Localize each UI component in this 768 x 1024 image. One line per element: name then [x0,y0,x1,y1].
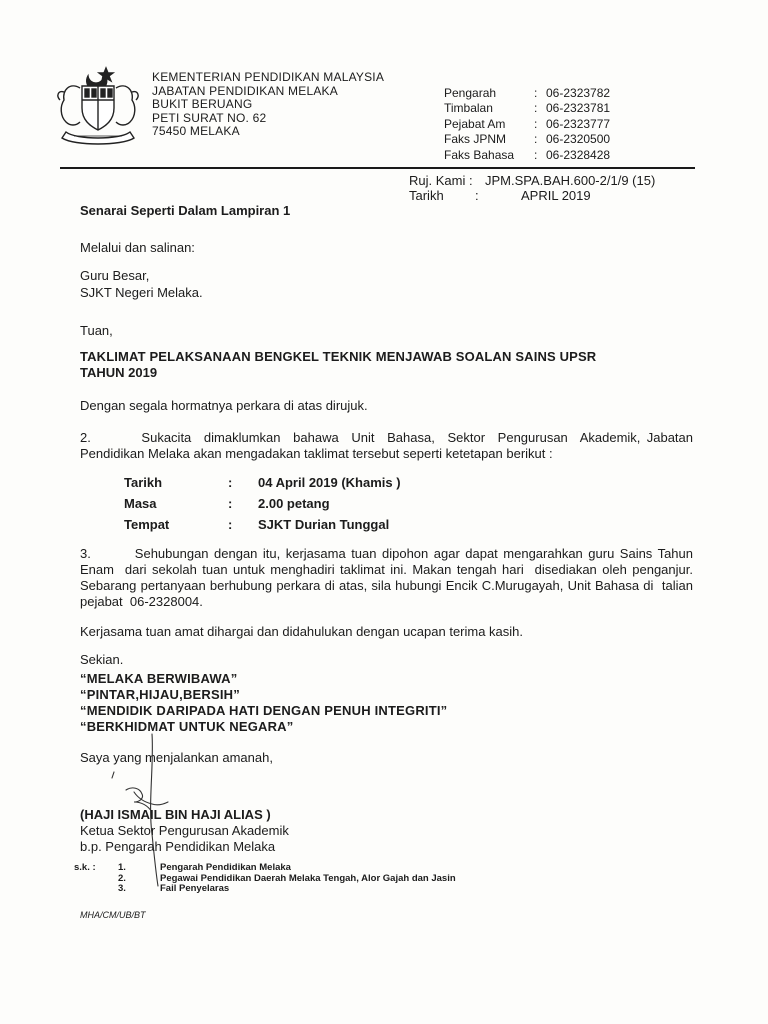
copy-to-text: Pegawai Pendidikan Daerah Melaka Tengah, Alor Gajah dan Jasin [160,872,456,884]
contact-number: 06-2323782 [546,86,611,100]
recipient-line: SJKT Negeri Melaka. [80,285,203,300]
contact-number: 06-2323777 [546,116,611,131]
paragraph-3: 3. Sehubungan dengan itu, kerjasama tuan dipohon agar dapat mengarahkan guru Sains Tahun Enam dari sekolah tuan untuk menghadiri taklimat ini. Makan tengah hari disediakan oleh penganjur. Sebarang pertanyaan berhubung perkara di atas, sila hubungi Encik C.Murugayah, Unit Bahasa di talian pejabat 06-2328004. [80,546,697,609]
salutation: Tuan, [80,323,113,338]
date-label: Tarikh [409,188,444,203]
sign-off-line: Saya yang menjalankan amanah, [80,750,273,765]
contact-label: Timbalan [444,101,493,116]
copy-to-list [74,863,456,895]
address-line: PETI SURAT NO. 62 [152,110,267,125]
letterhead-address [152,71,384,139]
contact-row [444,101,610,116]
subject-heading: TAKLIMAT PELAKSANAAN BENGKEL TEKNIK MENJAWAB SOALAN SAINS UPSR [80,349,597,364]
paragraph-4: Kerjasama tuan amat dihargai dan didahulukan dengan ucapan terima kasih. [80,624,524,639]
motto-line: “PINTAR,HIJAU,BERSIH” [80,687,240,702]
copy-to-label: s.k. : [74,862,96,873]
address-line: KEMENTERIAN PENDIDIKAN MALAYSIA [152,70,385,84]
copy-to-row [74,863,456,874]
subject-heading-year: TAHUN 2019 [80,365,158,380]
recipient-list-reference: Senarai Seperti Dalam Lampiran 1 [80,203,291,218]
motto-block [80,671,447,735]
schedule-value: 2.00 petang [258,496,330,511]
schedule-key: Masa [124,496,157,511]
contact-separator: : [534,147,538,162]
motto-line: “BERKHIDMAT UNTUK NEGARA” [80,719,294,734]
letterhead-divider [60,167,695,169]
copy-to-number: 1. [118,862,126,873]
contact-separator: : [534,86,538,100]
motto-line: “MENDIDIK DARIPADA HATI DENGAN PENUH INTEGRITI” [80,703,448,718]
copy-to-text: Pengarah Pendidikan Melaka [160,862,291,873]
signatory-name: (HAJI ISMAIL BIN HAJI ALIAS ) [80,807,271,822]
contact-label: Pejabat Am [444,116,506,131]
paragraph-2: 2. Sukacita dimaklumkan bahawa Unit Bahasa, Sektor Pengurusan Akademik, Jabatan Pendidikan Melaka akan mengadakan taklimat tersebut seperti ketetapan berikut : [80,430,697,461]
address-line: 75450 MELAKA [152,124,240,138]
event-schedule [124,472,401,535]
schedule-separator: : [228,496,233,511]
signatory-title: b.p. Pengarah Pendidikan Melaka [80,839,276,854]
copy-to-number: 2. [118,872,126,884]
date-value: APRIL 2019 [521,188,591,203]
contact-row [444,132,610,147]
contact-label: Faks JPNM [444,132,507,147]
reference-block [409,173,655,203]
motto-line: “MELAKA BERWIBAWA” [80,671,238,686]
contact-separator: : [534,101,538,116]
contact-row [444,86,610,101]
schedule-key: Tarikh [124,475,163,490]
ruj-value: JPM.SPA.BAH.600-2/1/9 (15) [485,173,656,188]
copy-to-number: 3. [118,883,126,894]
copy-to-text: Fail Penyelaras [160,883,230,894]
paragraph-1: Dengan segala hormatnya perkara di atas dirujuk. [80,398,368,413]
contact-number: 06-2328428 [546,147,611,162]
reference-row [409,173,655,188]
copy-to-row [74,884,456,895]
schedule-key: Tempat [124,517,170,532]
contact-number: 06-2323781 [546,101,611,116]
schedule-row [124,493,401,514]
signatory-title: Ketua Sektor Pengurusan Akademik [80,823,289,838]
schedule-separator: : [228,475,233,490]
contact-separator: : [534,116,538,131]
coat-of-arms-emblem [52,62,144,150]
recipient-line: Guru Besar, [80,268,150,283]
schedule-row [124,514,401,535]
via-copy-line: Melalui dan salinan: [80,240,195,255]
schedule-separator: : [228,517,233,532]
copy-to-row [74,874,456,885]
contact-number: 06-2320500 [546,132,611,147]
date-separator: : [475,188,479,203]
ruj-label: Ruj. Kami : [409,173,473,188]
contact-row [444,148,610,163]
address-line: BUKIT BERUANG [152,97,253,111]
contact-label: Pengarah [444,86,497,100]
contact-row [444,117,610,132]
contact-separator: : [534,132,538,147]
date-row [409,188,655,203]
letterhead-contacts [444,86,610,163]
schedule-value: 04 April 2019 (Khamis ) [258,475,401,490]
schedule-row [124,472,401,493]
address-line: JABATAN PENDIDIKAN MELAKA [152,83,338,98]
schedule-value: SJKT Durian Tunggal [258,517,390,532]
reference-code: MHA/CM/UB/BT [80,910,146,920]
closing-word: Sekian. [80,652,124,667]
contact-label: Faks Bahasa [444,147,515,162]
